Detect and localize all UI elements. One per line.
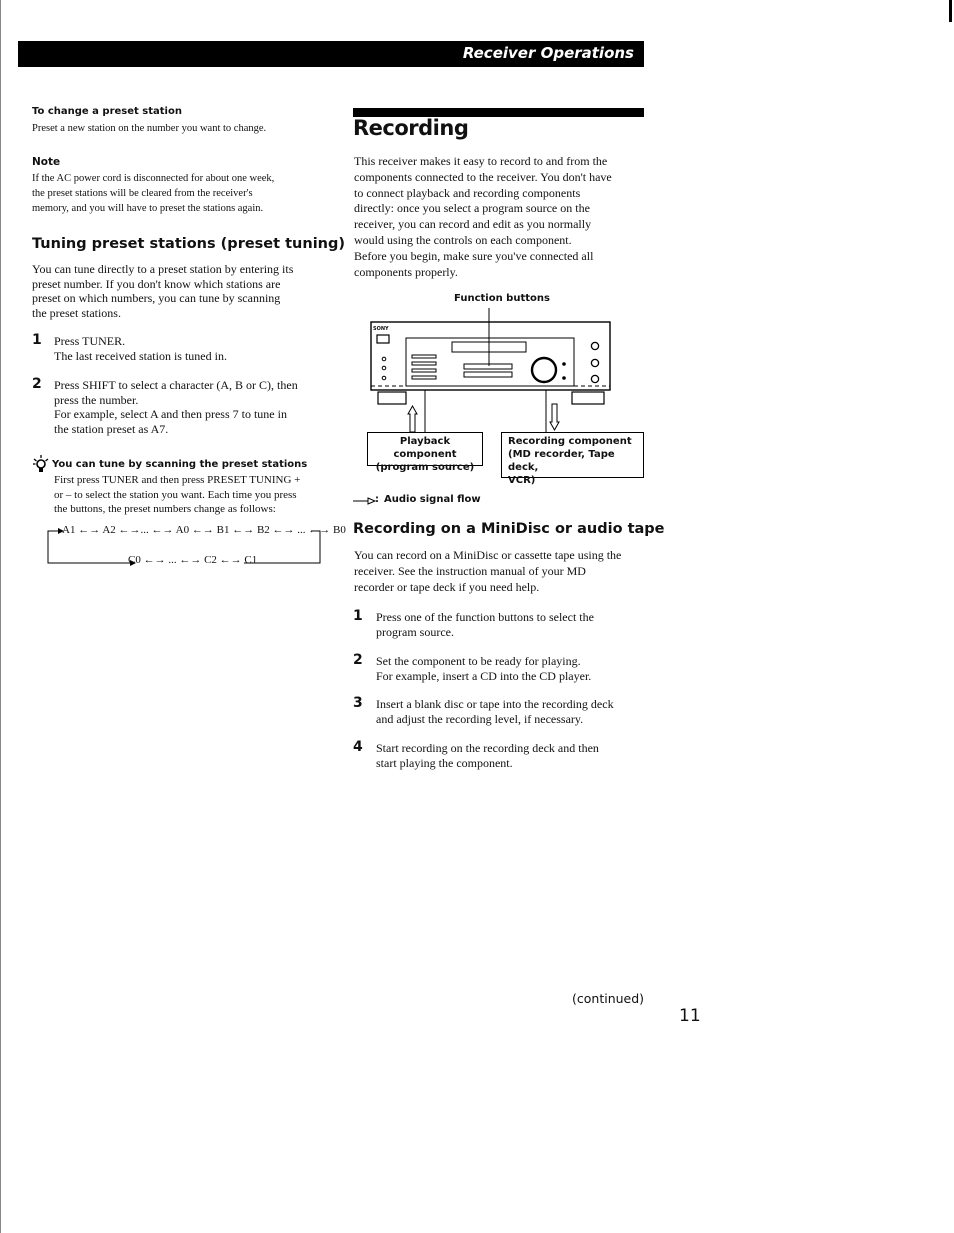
intro-line: recorder or tape deck if you need help. xyxy=(354,579,540,594)
tip-lightbulb-icon xyxy=(32,454,50,474)
step-line: Start recording on the recording deck and then xyxy=(376,741,599,755)
note-line: If the AC power cord is disconnected for about one week, xyxy=(32,173,275,184)
step-line: For example, insert a CD into the CD player. xyxy=(376,669,592,683)
box-line: Playback component xyxy=(393,436,457,460)
continued-label: (continued) xyxy=(572,991,645,1006)
step-text xyxy=(376,654,591,684)
step-line: program source. xyxy=(376,625,454,639)
step-line: Insert a blank disc or tape into the recording deck xyxy=(376,697,614,711)
intro-line: preset number. If you don't know which stations are xyxy=(32,276,281,291)
step-text xyxy=(376,741,599,771)
intro-line: components connected to the receiver. You don't have xyxy=(354,169,612,184)
section-title: Receiver Operations xyxy=(462,44,634,62)
step-line: Press TUNER. xyxy=(54,334,126,348)
page-edge-rule xyxy=(0,0,1,1233)
tip-body xyxy=(54,473,300,517)
preset-sequence-top: A1 ←→ A2 ←→... ←→ A0 ←→ B1 ←→ B2 ←→ ... ←→ B0 xyxy=(62,524,346,536)
note-body xyxy=(32,171,274,216)
intro-line: You can tune directly to a preset station by entering its xyxy=(32,262,294,276)
step-number: 3 xyxy=(353,695,363,711)
step-line: and adjust the recording level, if necessary. xyxy=(376,712,584,726)
section-header-bar xyxy=(18,41,644,67)
tip-line: or – to select the station you want. Each time you press xyxy=(54,488,297,501)
intro-line: receiver, you can record and edit as you normally xyxy=(354,217,592,232)
tip-line: First press TUNER and then press PRESET TUNING + xyxy=(54,474,301,486)
change-preset-body: Preset a new station on the number you want to change. xyxy=(32,123,267,134)
box-line: VCR) xyxy=(508,475,536,486)
receiver-diagram xyxy=(366,306,616,434)
step-text xyxy=(376,610,594,640)
intro-line: directly: once you select a program source on the xyxy=(354,201,590,216)
step-line: The last received station is tuned in. xyxy=(54,349,227,363)
intro-line: This receiver makes it easy to record to and from the xyxy=(354,154,608,168)
brand-logo: SONY xyxy=(373,326,389,332)
playback-component-box xyxy=(367,432,483,473)
box-line: Recording component xyxy=(508,436,632,447)
intro-line: to connect playback and recording components xyxy=(354,185,581,200)
note-line: memory, and you will have to preset the stations again. xyxy=(32,203,264,214)
step-text xyxy=(54,334,227,364)
step-line: Set the component to be ready for playing. xyxy=(376,654,581,668)
minidisc-heading: Recording on a MiniDisc or audio tape xyxy=(353,521,665,537)
step-text xyxy=(376,697,614,727)
intro-line: You can record on a MiniDisc or cassette tape using the xyxy=(354,548,622,562)
box-line: (program source) xyxy=(375,462,475,473)
tip-line: the buttons, the preset numbers change as follows: xyxy=(54,503,276,515)
function-buttons-label: Function buttons xyxy=(454,293,550,304)
note-line: the preset stations will be cleared from the receiver's xyxy=(32,188,253,199)
legend-separator: : xyxy=(375,494,379,505)
intro-line: receiver. See the instruction manual of your MD xyxy=(354,563,586,578)
audio-signal-flow-legend: Audio signal flow xyxy=(384,494,481,505)
intro-line: Before you begin, make sure you've connected all xyxy=(354,248,594,263)
recording-intro xyxy=(354,154,612,280)
step-number: 4 xyxy=(353,739,363,755)
recording-title: Recording xyxy=(353,116,469,140)
change-preset-heading: To change a preset station xyxy=(32,106,182,117)
intro-line: would using the controls on each component. xyxy=(354,232,572,247)
minidisc-intro xyxy=(354,548,621,595)
step-number: 2 xyxy=(353,652,363,668)
step-text xyxy=(54,378,298,436)
step-line: start playing the component. xyxy=(376,756,513,770)
preset-sequence-bottom: C0 ←→ ... ←→ C2 ←→ C1 xyxy=(128,554,258,566)
step-line: the station preset as A7. xyxy=(54,421,169,436)
step-line: For example, select A and then press 7 to tune in xyxy=(54,407,287,421)
tuning-intro xyxy=(32,262,293,320)
intro-line: components properly. xyxy=(354,264,458,279)
recording-component-box xyxy=(501,432,644,486)
step-line: Press one of the function buttons to select the xyxy=(376,610,594,624)
step-line: press the number. xyxy=(54,392,139,407)
tip-heading: You can tune by scanning the preset stations xyxy=(52,459,308,470)
corner-mark xyxy=(949,0,952,22)
step-number: 1 xyxy=(353,608,363,624)
step-line: Press SHIFT to select a character (A, B or C), then xyxy=(54,378,298,392)
box-line: (MD recorder, Tape deck, xyxy=(508,449,615,473)
step-number: 2 xyxy=(32,376,42,392)
intro-line: the preset stations. xyxy=(32,305,121,320)
page-number: 11 xyxy=(679,1006,701,1026)
intro-line: preset on which numbers, you can tune by scanning xyxy=(32,291,281,305)
note-heading: Note xyxy=(32,156,61,168)
tuning-heading: Tuning preset stations (preset tuning) xyxy=(32,236,345,252)
step-number: 1 xyxy=(32,332,42,348)
